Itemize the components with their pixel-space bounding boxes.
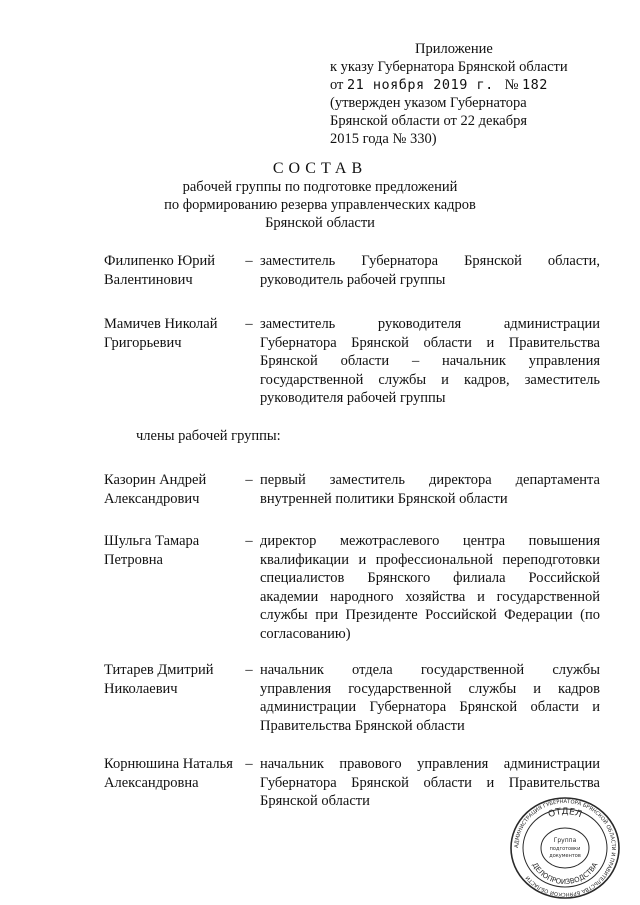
member-surname-given: Шульга Тамара [104,533,200,549]
member-patronymic: Николаевич [104,680,178,697]
stamp-seal [509,796,621,900]
stamp-ring-text: АДМИНИСТРАЦИЯ ГУБЕРНАТОРА БРЯНСКОЙ ОБЛАСТИ И ПРАВИТЕЛЬСТВА БРЯНСКОЙ ОБЛАСТИ [513,798,617,898]
member-name [104,315,239,352]
member-surname-given: Филипенко Юрий [104,253,216,269]
dash-separator: – [245,533,253,549]
member-name [104,532,239,569]
member-patronymic: Петровна [104,551,163,568]
number-prefix: № [504,77,519,93]
member-position: начальник правового управления администрации Губернатора Брянской области и Правительства Брянской области [260,756,600,809]
dash-separator: – [245,472,253,488]
appendix-approval-line-3: 2015 года № 330) [330,131,437,147]
appendix-date-line [330,76,610,94]
stamp-center-line-3: документов [549,853,581,859]
member-surname-given: Титарев Дмитрий [104,662,214,678]
appendix-heading: Приложение [415,41,493,57]
title-subtitle-3: Брянской области [265,215,375,231]
member-surname-given: Мамичев Николай [104,316,218,332]
dash-separator: – [245,316,253,332]
member-patronymic: Валентинович [104,271,193,288]
member-patronymic: Александровна [104,774,199,791]
member-position: первый заместитель директора департамента внутренней политики Брянской области [260,472,600,507]
stamp-top-text: ОТДЕЛ [547,807,584,821]
stamp-center-line-2: подготовки [549,846,581,852]
member-surname-given: Корнюшина Наталья [104,756,233,772]
date-prefix: от [330,77,344,93]
member-name [104,252,239,289]
member-position: заместитель Губернатора Брянской области, руководитель рабочей группы [260,253,600,288]
office-stamp [509,796,621,900]
member-patronymic: Александрович [104,490,200,507]
stamp-center-line-1: Группа [553,837,577,844]
title-subtitle-1: рабочей группы по подготовке предложений [182,179,458,195]
member-name [104,755,239,792]
dash-separator: – [245,253,253,269]
member-name [104,661,239,698]
decree-number: 182 [522,77,548,93]
document-title [0,160,640,232]
member-name [104,471,239,508]
appendix-approval-line-1: (утвержден указом Губернатора [330,95,527,111]
dash-separator: – [245,662,253,678]
member-position: заместитель руководителя администрации Губернатора Брянской области и Правительства Брянской области – начальник управления государственной службы и кадров, заместитель руководителя рабочей группы [260,316,600,406]
member-patronymic: Григорьевич [104,334,182,351]
dash-separator: – [245,756,253,772]
members-label: члены рабочей группы: [136,428,281,444]
title-main: СОСТАВ [272,160,368,177]
member-surname-given: Казорин Андрей [104,472,207,488]
appendix-approval-line-2: Брянской области от 22 декабря [330,113,527,129]
title-subtitle-2: по формированию резерва управленческих кадров [164,197,476,213]
stamp-bottom-text: ДЕЛОПРОИЗВОДСТВА [530,861,600,887]
member-position: начальник отдела государственной службы управления государственной службы и кадров администрации Губернатора Брянской области и Правительства Брянской области [260,662,600,734]
appendix-block [330,40,610,148]
appendix-decree-line: к указу Губернатора Брянской области [330,59,568,75]
decree-date: 21 ноября 2019 г. [347,77,494,93]
member-position: директор межотраслевого центра повышения квалификации и профессиональной переподготовки специалистов Брянского филиала Российской академии народного хозяйства и государственной службы при Президенте Российской Федерации (по согласованию) [260,533,600,642]
